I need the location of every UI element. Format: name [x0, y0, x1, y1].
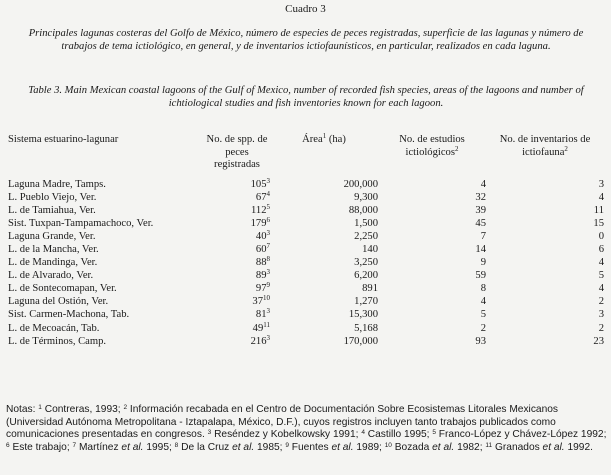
- cell-studies: 39: [475, 204, 486, 216]
- cell-species: [204, 256, 270, 269]
- note-marker-2: 2: [123, 403, 128, 411]
- cell-name: L. de Términos, Camp.: [8, 335, 107, 347]
- species-note: 3: [266, 268, 270, 277]
- species-note: 10: [263, 294, 270, 303]
- cell-area: 891: [362, 283, 378, 295]
- cell-area: 3,250: [354, 257, 378, 269]
- cell-area: 1,500: [354, 217, 378, 229]
- cell-inventories: 4: [598, 283, 604, 295]
- cell-studies: 45: [475, 217, 486, 229]
- cell-area: 6,200: [354, 270, 378, 282]
- species-value: 49: [252, 322, 264, 334]
- note-text-2: Información recabada en el Centro de Documentación Sobre Ecosistemas Litorales Mexicanos (Universidad Autónoma Metropolitana - Iztapalapa, México, D.F.), cuyos registros incluyen tanto trabajos publicados como comunicaciones presentadas en congresos.: [6, 404, 559, 441]
- cell-inventories: 2: [598, 296, 604, 308]
- cell-name: L. de Alvarado, Ver.: [8, 270, 94, 282]
- species-value: 60: [255, 243, 267, 255]
- header-estudios: [378, 134, 486, 178]
- lagoons-table: [8, 134, 604, 348]
- header-inventarios-note: 2: [564, 144, 568, 153]
- note-text-7a: Martínez: [76, 442, 122, 454]
- caption-english: Table 3. Main Mexican coastal lagoons of the Gulf of Mexico, number of recorded fish species, areas of the lagoons and number of ichtiological studies and fish inventories known for each lagoon.: [28, 85, 584, 110]
- cell-species: [204, 217, 270, 230]
- cell-area: 88,000: [348, 204, 378, 216]
- cell-inventories: 0: [598, 230, 604, 242]
- cell-area: 9,300: [354, 191, 378, 203]
- cell-name: Laguna Grande, Ver.: [8, 230, 96, 242]
- cell-studies: 93: [475, 335, 486, 347]
- table-row: [8, 178, 604, 191]
- cell-species: [204, 269, 270, 282]
- cell-species: [204, 282, 270, 295]
- species-value: 112: [251, 204, 267, 216]
- species-value: 216: [250, 335, 267, 347]
- table-row: [8, 308, 604, 321]
- cell-inventories: 11: [593, 204, 604, 216]
- note-marker-8: 8: [174, 441, 179, 449]
- note-text-9a: Fuentes: [288, 442, 332, 454]
- species-value: 37: [252, 296, 263, 308]
- cell-name: Sist. Carmen-Machona, Tab.: [8, 309, 130, 321]
- header-especies: [204, 134, 270, 178]
- note-etal-10: et al.: [432, 442, 455, 454]
- header-especies-label: No. de spp. de peces registradas: [206, 134, 268, 170]
- cell-inventories: 6: [598, 243, 604, 255]
- cell-area: 200,000: [343, 178, 378, 190]
- header-sistema: Sistema estuarino-lagunar: [8, 134, 119, 145]
- species-value: 97: [255, 283, 267, 295]
- header-estudios-note: 2: [454, 144, 459, 153]
- cell-species: [204, 230, 270, 243]
- cell-inventories: 23: [593, 335, 604, 347]
- note-etal-11: et al.: [542, 442, 565, 454]
- cell-area: 5,168: [354, 322, 378, 334]
- header-inventarios-label: No. de inventarios de ictiofauna: [499, 134, 591, 158]
- species-note: 11: [263, 320, 270, 329]
- note-text-11a: Granados: [492, 442, 543, 454]
- header-area-label: Área: [302, 134, 323, 145]
- cell-studies: 8: [480, 283, 486, 295]
- species-note: 3: [266, 228, 270, 237]
- cell-species: [204, 178, 270, 191]
- species-value: 81: [255, 309, 267, 321]
- cell-studies: 2: [480, 322, 486, 334]
- species-value: 105: [250, 178, 267, 190]
- note-text-4: Castillo 1995;: [364, 429, 433, 441]
- note-marker-4: 4: [361, 428, 365, 436]
- species-value: 67: [255, 191, 267, 203]
- cell-studies: 7: [480, 230, 486, 242]
- table-notes: [6, 404, 609, 455]
- note-marker-1: 1: [38, 403, 42, 411]
- cell-inventories: 4: [598, 191, 604, 203]
- species-note: 3: [266, 176, 270, 185]
- species-value: 88: [255, 257, 267, 269]
- species-note: 5: [266, 202, 270, 211]
- cell-name: Laguna Madre, Tamps.: [8, 178, 106, 190]
- note-text-10b: 1982;: [454, 442, 486, 454]
- species-note: 8: [266, 255, 270, 264]
- cell-studies: 5: [480, 309, 486, 321]
- cell-studies: 4: [480, 296, 486, 308]
- cell-name: L. de Mecoacán, Tab.: [8, 322, 100, 334]
- table-number: Cuadro 3: [285, 3, 326, 15]
- species-note: 7: [266, 241, 270, 250]
- cell-species: [204, 243, 270, 256]
- cell-species: [204, 335, 270, 348]
- table-row: [8, 335, 604, 348]
- table-header-row: [8, 134, 604, 178]
- note-etal-9: et al.: [331, 442, 354, 454]
- cell-inventories: 4: [598, 257, 604, 269]
- cell-name: L. de la Mancha, Ver.: [8, 243, 99, 255]
- header-area-note: 1: [322, 132, 327, 140]
- table-row: [8, 217, 604, 230]
- cell-area: 2,250: [354, 230, 378, 242]
- note-etal-7: et al.: [121, 442, 144, 454]
- table-row: [8, 243, 604, 256]
- header-area: [270, 134, 378, 178]
- cell-name: L. de Sontecomapan, Ver.: [8, 283, 117, 295]
- species-value: 89: [255, 270, 267, 282]
- cell-inventories: 15: [593, 217, 604, 229]
- cell-studies: 4: [480, 178, 486, 190]
- caption-spanish: Principales lagunas costeras del Golfo de México, número de especies de peces registradas, superficie de las lagunas y número de trabajos de tema ictiológico, en general, y de inventarios ictiofaunísticos, en particular, realizados en cada laguna.: [28, 28, 584, 53]
- cell-area: 1,270: [354, 296, 378, 308]
- note-marker-6: 6: [6, 441, 10, 449]
- note-marker-11: 11: [485, 441, 493, 449]
- table-row: [8, 295, 604, 308]
- species-note: 6: [266, 215, 270, 224]
- species-note: 4: [266, 189, 270, 198]
- cell-area: 140: [362, 243, 378, 255]
- notes-label: Notas:: [6, 404, 39, 415]
- species-note: 3: [266, 307, 270, 316]
- table-row: [8, 282, 604, 295]
- note-text-11b: 1992.: [564, 442, 593, 454]
- header-inventarios: [486, 134, 604, 178]
- table-row: [8, 230, 604, 243]
- note-marker-9: 9: [285, 441, 289, 449]
- cell-species: [204, 191, 270, 204]
- cell-studies: 9: [480, 257, 486, 269]
- table-row: [8, 269, 604, 282]
- table-row: [8, 256, 604, 269]
- table-row: [8, 191, 604, 204]
- header-area-unit: (ha): [326, 134, 346, 145]
- cell-area: 15,300: [348, 309, 378, 321]
- note-text-10a: Bozada: [391, 442, 433, 454]
- cell-studies: 59: [475, 270, 486, 282]
- table-row: [8, 204, 604, 217]
- cell-name: Sist. Tuxpan-Tampamachoco, Ver.: [8, 217, 154, 229]
- cell-inventories: 3: [598, 178, 604, 190]
- note-marker-10: 10: [384, 441, 392, 449]
- cell-name: L. de Mandinga, Ver.: [8, 257, 98, 269]
- cell-inventories: 2: [598, 322, 604, 334]
- note-text-9b: 1989;: [353, 442, 385, 454]
- note-text-1: Contreras, 1993;: [41, 404, 124, 415]
- cell-inventories: 3: [598, 309, 604, 321]
- note-marker-5: 5: [432, 428, 436, 436]
- cell-species: [204, 308, 270, 321]
- note-text-3: Reséndez y Kobelkowsky 1991;: [211, 429, 362, 441]
- species-note: 9: [266, 281, 270, 290]
- note-marker-3: 3: [207, 428, 212, 436]
- cell-studies: 32: [475, 191, 486, 203]
- note-text-5: Franco-López y Chávez-López 1992;: [435, 429, 607, 441]
- cell-name: L. de Tamiahua, Ver.: [8, 204, 96, 216]
- cell-studies: 14: [475, 243, 486, 255]
- note-text-8a: De la Cruz: [178, 442, 233, 454]
- header-estudios-label: No. de estudios ictiológicos: [399, 134, 465, 158]
- note-etal-8: et al.: [232, 442, 255, 454]
- cell-area: 170,000: [343, 335, 378, 347]
- note-text-7b: 1995;: [143, 442, 175, 454]
- cell-species: [204, 322, 270, 335]
- species-value: 179: [250, 217, 267, 229]
- note-text-6: Este trabajo;: [9, 442, 73, 454]
- species-note: 3: [266, 333, 270, 342]
- species-value: 40: [255, 230, 267, 242]
- cell-name: Laguna del Ostión, Ver.: [8, 296, 109, 308]
- table-row: [8, 322, 604, 335]
- cell-species: [204, 295, 270, 308]
- cell-species: [204, 204, 270, 217]
- cell-inventories: 5: [598, 270, 604, 282]
- note-text-8b: 1985;: [254, 442, 286, 454]
- note-marker-7: 7: [72, 441, 77, 449]
- cell-name: L. Pueblo Viejo, Ver.: [8, 191, 97, 203]
